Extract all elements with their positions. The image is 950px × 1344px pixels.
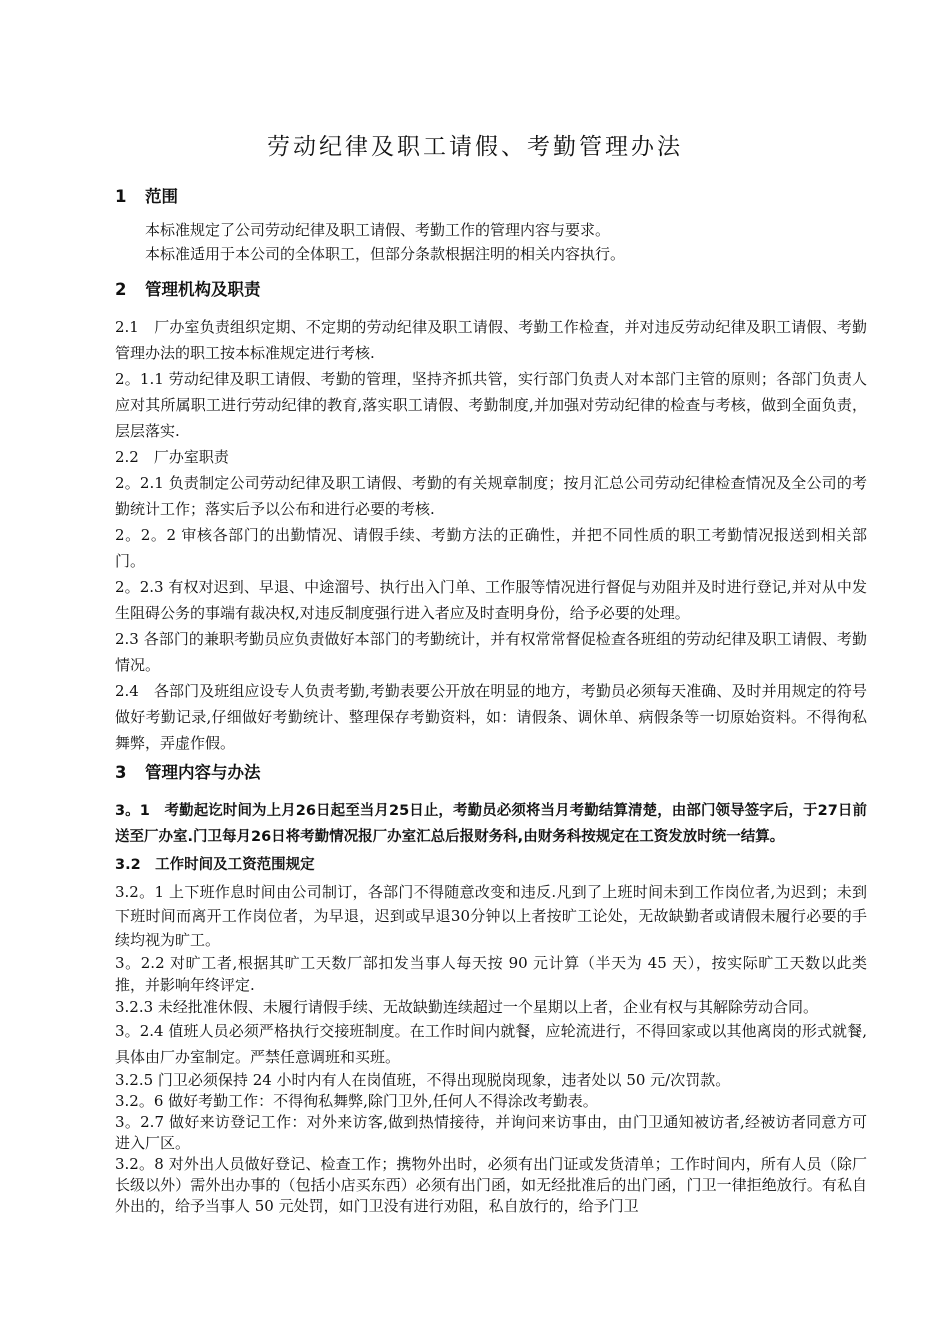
section-title: 管理内容与办法 xyxy=(145,763,261,782)
paragraph: 2。2。2 审核各部门的出勤情况、请假手续、考勤方法的正确性，并把不同性质的职工考勤情况报送到相关部门。 xyxy=(115,526,867,570)
bold-paragraph: 3。1 考勤起讫时间为上月26日起至当月25日止，考勤员必须将当月考勤结算清楚，由部门领导签字后，于27日前送至厂办室.门卫每月26日将考勤情况报厂办室汇总后报财务科,由财务科按规定在工资发放时统一结算。 xyxy=(115,803,867,845)
document-body xyxy=(115,182,867,1217)
section-title: 范围 xyxy=(145,187,178,206)
paragraph: 2。1.1 劳动纪律及职工请假、考勤的管理，坚持齐抓共管，实行部门负责人对本部门主管的原则；各部门负责人应对其所属职工进行劳动纪律的教育,落实职工请假、考勤制度,并加强对劳动纪律的检查与考核，做到全面负责，层层落实. xyxy=(115,370,867,440)
paragraph: 本标准适用于本公司的全体职工，但部分条款根据注明的相关内容执行。 xyxy=(145,245,626,263)
paragraph: 2。2.3 有权对迟到、早退、中途溜号、执行出入门单、工作服等情况进行督促与劝阻并及时进行登记,并对从中发生阻碍公务的事端有裁决权,对违反制度强行进入者应及时查明身份，给予必要的处理。 xyxy=(115,578,867,622)
section-title: 管理机构及职责 xyxy=(145,280,261,299)
paragraph: 2.2 厂办室职责 xyxy=(115,448,229,466)
section-3-bold-block xyxy=(115,798,867,878)
paragraph: 2.4 各部门及班组应设专人负责考勤,考勤表要公开放在明显的地方，考勤员必须每天准确、及时并用规定的符号做好考勤记录,仔细做好考勤统计、整理保存考勤资料，如：请假条、调休单、病假条等一切原始资料。不得徇私舞弊，弄虚作假。 xyxy=(115,682,867,752)
paragraph: 3。2.7 做好来访登记工作：对外来访客,做到热情接待，并询问来访事由，由门卫通知被访者,经被访者同意方可进入厂区。 xyxy=(115,1113,867,1152)
paragraph: 3.2。1 上下班作息时间由公司制订，各部门不得随意改变和违反.凡到了上班时间未到工作岗位者,为迟到；未到下班时间而离开工作岗位者，为早退，迟到或早退30分钟以上者按旷工论处，无故缺勤者或请假未履行必要的手续均视为旷工。 xyxy=(115,883,867,949)
paragraph: 2.1 厂办室负责组织定期、不定期的劳动纪律及职工请假、考勤工作检查，并对违反劳动纪律及职工请假、考勤管理办法的职工按本标准规定进行考核. xyxy=(115,318,867,362)
paragraph: 3。2.2 对旷工者,根据其旷工天数厂部扣发当事人每天按 90 元计算（半天为 45 天），按实际旷工天数以此类推，并影响年终评定. xyxy=(115,954,867,994)
paragraph: 3.2。6 做好考勤工作：不得徇私舞弊,除门卫外,任何人不得涂改考勤表。 xyxy=(115,1092,598,1110)
section-number: 1 xyxy=(115,187,127,206)
paragraph: 3。2.4 值班人员必须严格执行交接班制度。在工作时间内就餐，应轮流进行，不得回家或以其他离岗的形式就餐,具体由厂办室制定。严禁任意调班和买班。 xyxy=(115,1022,867,1066)
section-2-body xyxy=(115,314,867,756)
paragraph: 2。2.1 负责制定公司劳动纪律及职工请假、考勤的有关规章制度；按月汇总公司劳动纪律检查情况及全公司的考勤统计工作；落实后予以公布和进行必要的考核. xyxy=(115,474,867,518)
paragraph: 本标准规定了公司劳动纪律及职工请假、考勤工作的管理内容与要求。 xyxy=(145,221,611,239)
paragraph: 3.2.5 门卫必须保持 24 小时内有人在岗值班，不得出现脱岗现象，违者处以 50 元/次罚款。 xyxy=(115,1071,731,1089)
paragraph: 2.3 各部门的兼职考勤员应负责做好本部门的考勤统计，并有权常常督促检查各班组的劳动纪律及职工请假、考勤情况。 xyxy=(115,630,867,674)
paragraph: 3.2.3 未经批准休假、未履行请假手续、无故缺勤连续超过一个星期以上者，企业有权与其解除劳动合同。 xyxy=(115,998,818,1016)
section-1-heading xyxy=(115,182,867,212)
subsection-heading: 3.2 工作时间及工资范围规定 xyxy=(115,857,315,873)
section-1-body xyxy=(115,218,867,266)
section-3-body xyxy=(115,880,867,1217)
paragraph: 3.2。8 对外出人员做好登记、检查工作；携物外出时，必须有出门证或发货清单；工作时间内，所有人员（除厂长级以外）需外出办事的（包括小店买东西）必须有出门函，如无经批准后的出门函，门卫一律拒绝放行。有私自外出的，给予当事人 50 元处罚，如门卫没有进行劝阻，私自放行的，给予门卫 xyxy=(115,1155,867,1215)
section-number: 2 xyxy=(115,280,127,299)
section-number: 3 xyxy=(115,763,127,782)
section-2-heading xyxy=(115,275,867,305)
document-title: 劳动纪律及职工请假、考勤管理办法 xyxy=(267,134,683,160)
section-3-heading xyxy=(115,758,867,788)
